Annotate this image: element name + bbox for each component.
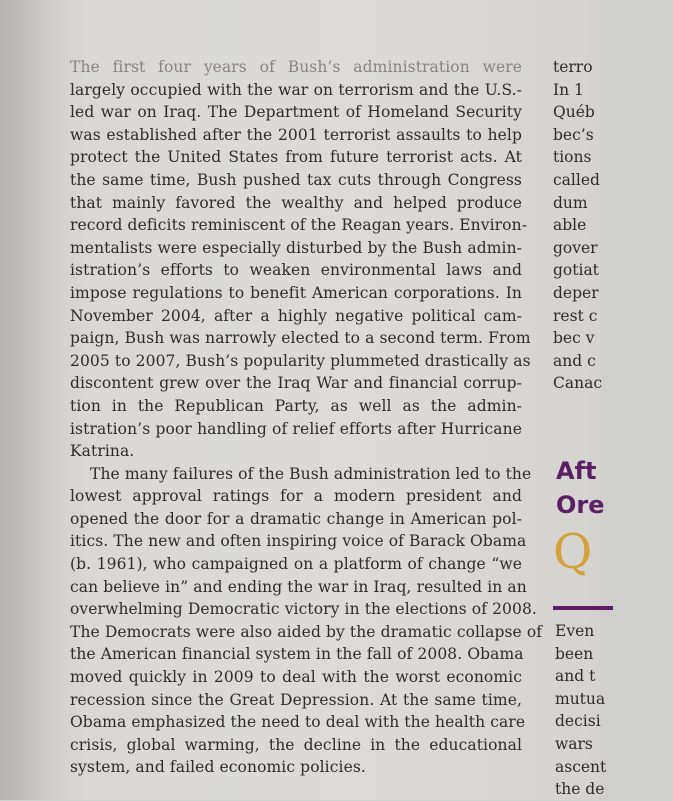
text-line: the American financial system in the fall of 2008. Obama: [70, 645, 524, 664]
right-text-line: been: [555, 644, 594, 663]
text-line: mentalists were especially disturbed by the Bush admin-: [70, 238, 522, 257]
text-line: was established after the 2001 terrorist assaults to help: [70, 125, 522, 144]
right-column-top: [553, 56, 673, 395]
right-text-line: and c: [553, 351, 596, 370]
right-text-line: bec’s: [553, 125, 594, 144]
text-line: discontent grew over the Iraq War and financial corrup-: [70, 374, 522, 393]
right-text-line: terro: [553, 58, 593, 76]
right-text-line: gover: [553, 238, 598, 257]
text-line: crisis, global warming, the decline in the educational: [70, 735, 522, 754]
right-text-line: In 1: [553, 80, 584, 99]
text-line: tion in the Republican Party, as well as the admin-: [70, 396, 522, 415]
text-line: lowest approval ratings for a modern president and: [70, 487, 522, 506]
section-heading-line: Ore: [556, 491, 605, 519]
right-text-line: the de: [555, 780, 605, 799]
text-line: Obama emphasized the need to deal with the health care: [70, 713, 526, 732]
right-text-line: able: [553, 216, 587, 235]
right-text-line: ascent: [555, 757, 607, 776]
right-text-line: rest c: [553, 306, 598, 325]
text-line: (b. 1961), who campaigned on a platform of change “we: [70, 555, 522, 574]
text-line: The first four years of Bush’s administration were: [70, 58, 522, 76]
text-line: led war on Iraq. The Department of Homeland Security: [70, 103, 522, 122]
right-text-line: dum: [553, 193, 588, 212]
text-line: istration’s efforts to weaken environmental laws and: [70, 261, 522, 280]
text-line: that mainly favored the wealthy and helped produce: [70, 193, 522, 212]
section-heading-line: Aft: [556, 457, 597, 485]
paragraph-bush-administration: [70, 56, 531, 463]
text-line: record deficits reminiscent of the Reagan years. Environ-: [70, 216, 528, 235]
right-text-line: called: [553, 170, 600, 189]
text-line: opened the door for a dramatic change in American pol-: [70, 509, 522, 528]
text-line: the same time, Bush pushed tax cuts through Congress: [70, 170, 522, 189]
text-line: overwhelming Democratic victory in the elections of 2008.: [70, 600, 537, 619]
drop-letter: Q: [553, 524, 593, 580]
text-line: istration’s poor handling of relief efforts after Hurricane: [70, 419, 522, 438]
main-column: [70, 56, 543, 779]
text-line: paign, Bush was narrowly elected to a second term. From: [70, 329, 531, 348]
right-text-line: decisi: [555, 712, 601, 731]
text-line: itics. The new and often inspiring voice of Barack Obama: [70, 532, 527, 551]
right-text-line: and t: [555, 667, 596, 686]
right-text-line: Canac: [553, 374, 603, 393]
text-line: November 2004, after a highly negative political cam-: [70, 306, 522, 325]
text-line: Katrina.: [70, 442, 135, 461]
text-line: impose regulations to benefit American corporations. In: [70, 283, 522, 302]
section-heading: [556, 454, 605, 522]
text-line: can believe in” and ending the war in Iraq, resulted in an: [70, 577, 527, 596]
text-line: protect the United States from future terrorist acts. At: [70, 148, 522, 167]
text-line: 2005 to 2007, Bush’s popularity plummeted drastically as: [70, 351, 531, 370]
right-text-line: bec v: [553, 329, 595, 348]
text-line: recession since the Great Depression. At the same time,: [70, 690, 522, 709]
right-text-line: Even: [555, 622, 595, 640]
right-text-line: mutua: [555, 689, 606, 708]
right-column-bottom: [555, 620, 606, 801]
right-text-line: deper: [553, 283, 599, 302]
gutter-shadow: [0, 0, 60, 800]
text-line: system, and failed economic policies.: [70, 758, 366, 777]
right-text-line: wars: [555, 734, 593, 753]
text-line: The Democrats were also aided by the dramatic collapse of: [70, 622, 543, 641]
right-text-line: gotiat: [553, 261, 599, 280]
text-line: The many failures of the Bush administration led to the: [90, 464, 532, 483]
right-text-line: Québ: [553, 103, 595, 122]
heading-rule: [553, 606, 613, 610]
text-line: moved quickly in 2009 to deal with the worst economic: [70, 668, 522, 687]
right-text-line: tions: [553, 148, 592, 167]
paragraph-obama-election: [70, 463, 543, 779]
text-line: largely occupied with the war on terrorism and the U.S.-: [70, 80, 522, 99]
